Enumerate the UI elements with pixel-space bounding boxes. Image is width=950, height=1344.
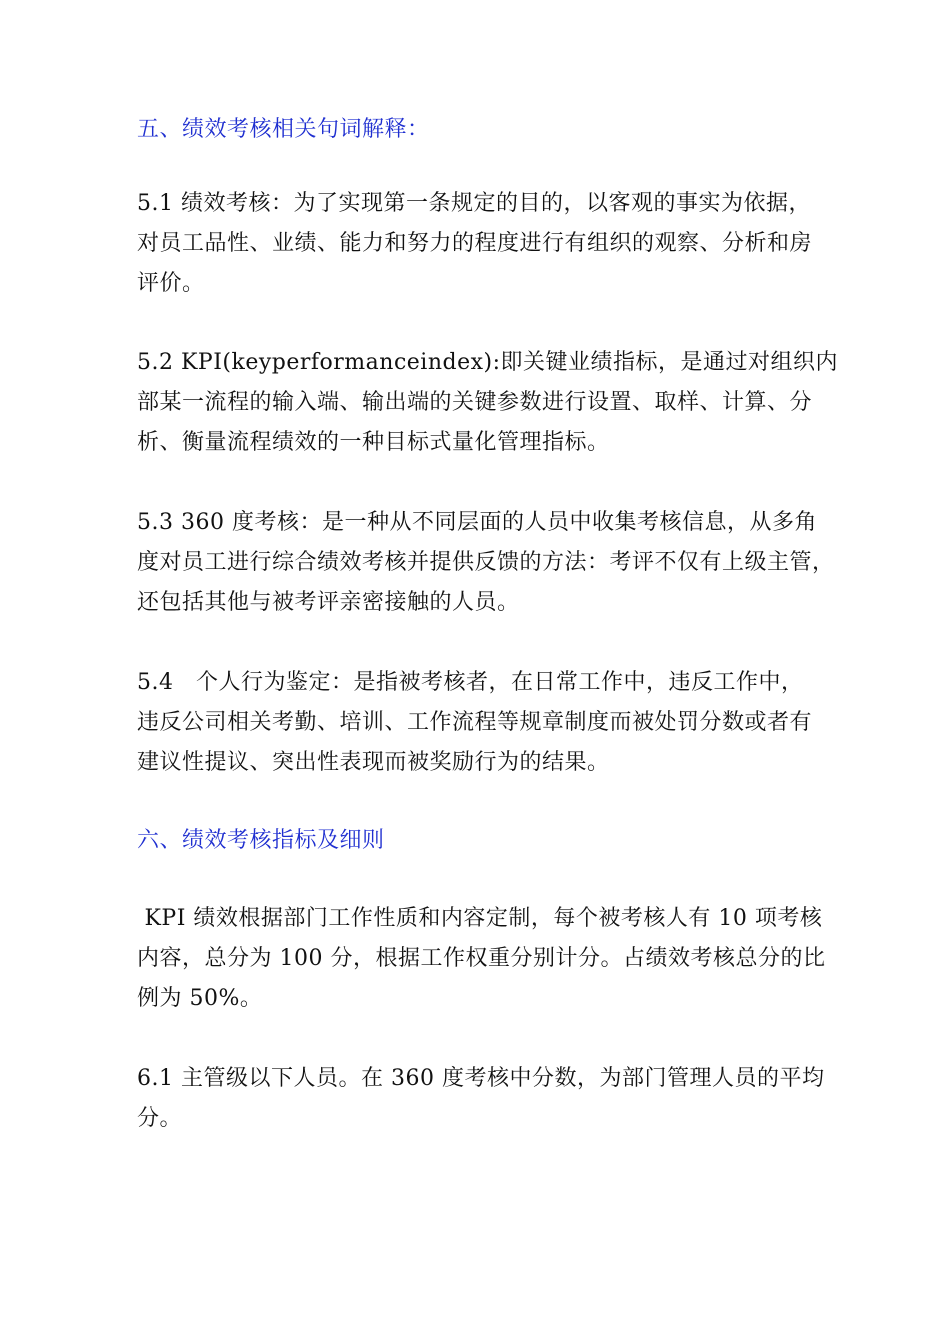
paragraph-line: 部某一流程的输入端、输出端的关键参数进行设置、取样、计算、分 bbox=[137, 390, 813, 415]
paragraph-line: 对员工品性、业绩、能力和努力的程度进行有组织的观察、分析和房 bbox=[137, 231, 813, 256]
heading-text: 六、绩效考核指标及细则 bbox=[137, 828, 385, 853]
paragraph-line: 析、衡量流程绩效的一种目标式量化管理指标。 bbox=[137, 430, 610, 455]
paragraph-6-1 bbox=[137, 1059, 827, 1139]
paragraph-6-intro bbox=[137, 899, 827, 1019]
paragraph-line: 6.1 主管级以下人员。在 360 度考核中分数，为部门管理人员的平均 bbox=[137, 1066, 825, 1091]
paragraph-line: 建议性提议、突出性表现而被奖励行为的结果。 bbox=[137, 750, 610, 775]
paragraph-line: 评价。 bbox=[137, 271, 205, 296]
section-heading-6 bbox=[137, 821, 827, 861]
paragraph-line: 5.2 KPI(keyperformanceindex):即关键业绩指标，是通过对组织内 bbox=[137, 350, 838, 375]
heading-text: 五、绩效考核相关句词解释： bbox=[137, 117, 430, 142]
paragraph-line: 还包括其他与被考评亲密接触的人员。 bbox=[137, 590, 520, 615]
paragraph-line: 5.1 绩效考核：为了实现第一条规定的目的，以客观的事实为依据， bbox=[137, 191, 811, 216]
paragraph-line: 内容，总分为 100 分，根据工作权重分别计分。占绩效考核总分的比 bbox=[137, 946, 826, 971]
section-heading-5 bbox=[137, 110, 827, 150]
paragraph-5-3 bbox=[137, 503, 835, 623]
paragraph-line: 例为 50%。 bbox=[137, 986, 263, 1011]
paragraph-line: 分。 bbox=[137, 1106, 183, 1131]
paragraph-line: 5.3 360 度考核：是一种从不同层面的人员中收集考核信息，从多角 bbox=[137, 510, 817, 535]
paragraph-line: 度对员工进行综合绩效考核并提供反馈的方法：考评不仅有上级主管， bbox=[137, 550, 835, 575]
paragraph-line: 违反公司相关考勤、培训、工作流程等规章制度而被处罚分数或者有 bbox=[137, 710, 813, 735]
paragraph-line: 5.4 个人行为鉴定：是指被考核者，在日常工作中，违反工作中， bbox=[137, 670, 804, 695]
paragraph-5-4 bbox=[137, 663, 827, 783]
paragraph-5-2 bbox=[137, 343, 838, 463]
paragraph-5-1 bbox=[137, 184, 827, 304]
paragraph-line: KPI 绩效根据部门工作性质和内容定制，每个被考核人有 10 项考核 bbox=[137, 906, 823, 931]
